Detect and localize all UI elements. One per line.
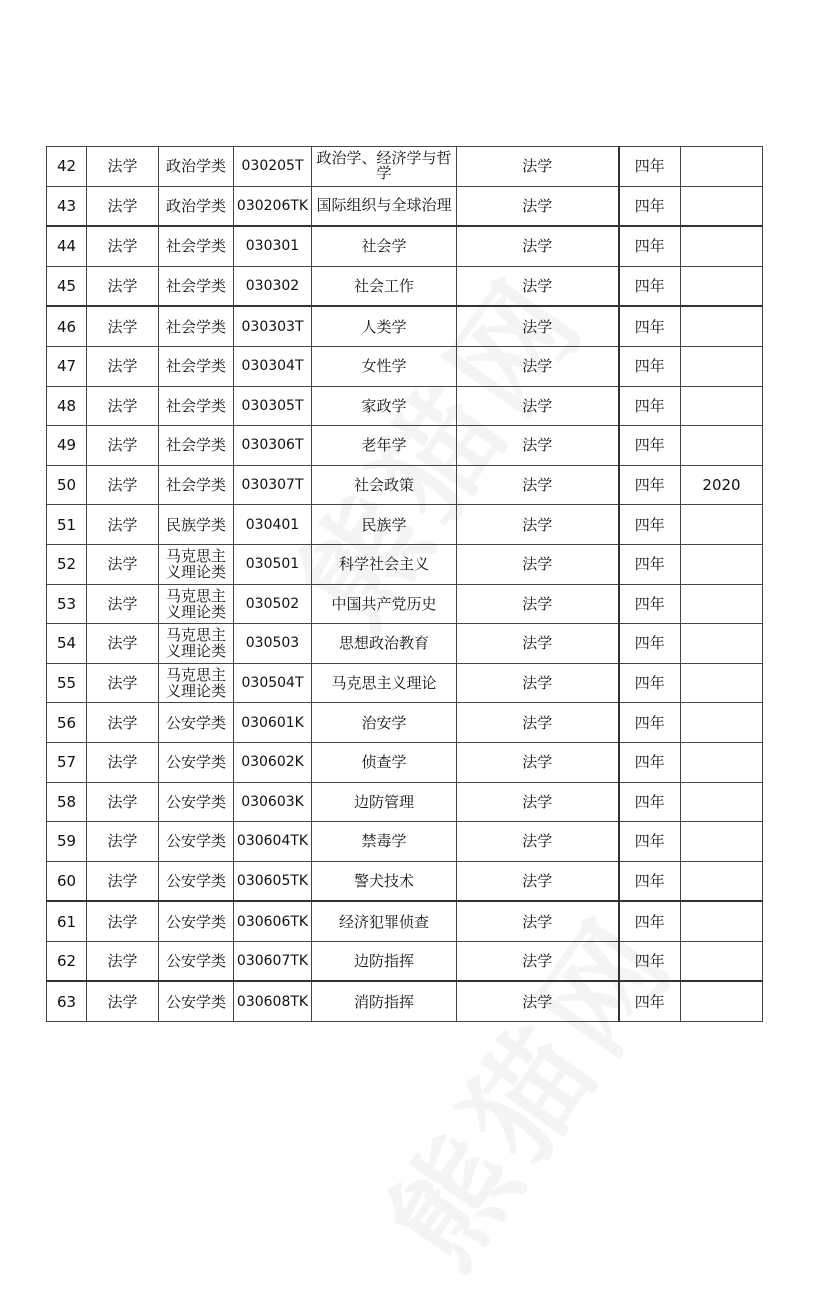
major-code: 030503 [234,624,312,664]
row-number: 57 [47,742,87,782]
major-name: 消防指挥 [312,981,457,1021]
major-class: 社会学类 [159,426,234,466]
discipline-category: 法学 [87,346,159,386]
row-number: 62 [47,941,87,981]
major-code: 030301 [234,226,312,266]
study-duration: 四年 [619,266,681,306]
added-year [681,346,763,386]
major-class: 马克思主义理论类 [159,584,234,624]
degree-type: 法学 [457,544,619,584]
major-class: 公安学类 [159,901,234,941]
table-row [47,861,763,901]
row-number: 60 [47,861,87,901]
degree-type: 法学 [457,861,619,901]
degree-type: 法学 [457,266,619,306]
study-duration: 四年 [619,981,681,1021]
major-class: 公安学类 [159,941,234,981]
major-code: 030502 [234,584,312,624]
table-row [47,584,763,624]
row-number: 47 [47,346,87,386]
row-number: 44 [47,226,87,266]
major-code: 030306T [234,426,312,466]
added-year [681,386,763,426]
row-number: 42 [47,147,87,187]
discipline-category: 法学 [87,226,159,266]
major-code: 030605TK [234,861,312,901]
row-number: 43 [47,186,87,226]
study-duration: 四年 [619,624,681,664]
discipline-category: 法学 [87,147,159,187]
added-year [681,544,763,584]
discipline-category: 法学 [87,782,159,822]
major-class: 社会学类 [159,386,234,426]
row-number: 52 [47,544,87,584]
major-code: 030608TK [234,981,312,1021]
discipline-category: 法学 [87,465,159,505]
major-name: 社会政策 [312,465,457,505]
major-name: 民族学 [312,505,457,545]
major-code: 030504T [234,663,312,703]
major-code: 030602K [234,742,312,782]
added-year [681,426,763,466]
major-name: 侦查学 [312,742,457,782]
major-code: 030305T [234,386,312,426]
row-number: 59 [47,822,87,862]
degree-type: 法学 [457,822,619,862]
added-year [681,266,763,306]
major-class: 马克思主义理论类 [159,544,234,584]
major-code: 030205T [234,147,312,187]
study-duration: 四年 [619,861,681,901]
degree-type: 法学 [457,306,619,346]
major-code: 030307T [234,465,312,505]
added-year [681,306,763,346]
table-row [47,544,763,584]
major-class: 公安学类 [159,981,234,1021]
row-number: 53 [47,584,87,624]
degree-type: 法学 [457,901,619,941]
degree-type: 法学 [457,941,619,981]
discipline-category: 法学 [87,624,159,664]
row-number: 61 [47,901,87,941]
study-duration: 四年 [619,584,681,624]
study-duration: 四年 [619,346,681,386]
discipline-category: 法学 [87,861,159,901]
study-duration: 四年 [619,544,681,584]
degree-type: 法学 [457,663,619,703]
major-class: 民族学类 [159,505,234,545]
major-code: 030304T [234,346,312,386]
study-duration: 四年 [619,663,681,703]
discipline-category: 法学 [87,584,159,624]
major-code: 030603K [234,782,312,822]
discipline-category: 法学 [87,981,159,1021]
added-year [681,584,763,624]
row-number: 55 [47,663,87,703]
study-duration: 四年 [619,822,681,862]
discipline-category: 法学 [87,426,159,466]
major-code: 030302 [234,266,312,306]
major-code: 030303T [234,306,312,346]
major-code: 030501 [234,544,312,584]
major-code: 030607TK [234,941,312,981]
added-year [681,703,763,743]
major-name: 人类学 [312,306,457,346]
table-row [47,663,763,703]
study-duration: 四年 [619,226,681,266]
major-class: 社会学类 [159,226,234,266]
degree-type: 法学 [457,465,619,505]
row-number: 46 [47,306,87,346]
discipline-category: 法学 [87,266,159,306]
study-duration: 四年 [619,505,681,545]
major-class: 马克思主义理论类 [159,663,234,703]
major-class: 社会学类 [159,306,234,346]
table-row [47,822,763,862]
degree-type: 法学 [457,742,619,782]
major-class: 公安学类 [159,822,234,862]
discipline-category: 法学 [87,901,159,941]
row-number: 63 [47,981,87,1021]
table-row [47,782,763,822]
major-code: 030206TK [234,186,312,226]
major-name: 禁毒学 [312,822,457,862]
discipline-category: 法学 [87,544,159,584]
table-row [47,186,763,226]
discipline-category: 法学 [87,941,159,981]
row-number: 50 [47,465,87,505]
added-year [681,901,763,941]
degree-type: 法学 [457,584,619,624]
table-row [47,386,763,426]
table-row [47,465,763,505]
row-number: 51 [47,505,87,545]
table-row [47,981,763,1021]
major-name: 国际组织与全球治理 [312,186,457,226]
major-code: 030401 [234,505,312,545]
discipline-category: 法学 [87,306,159,346]
study-duration: 四年 [619,386,681,426]
study-duration: 四年 [619,147,681,187]
added-year [681,861,763,901]
added-year [681,981,763,1021]
major-class: 公安学类 [159,742,234,782]
major-name: 社会工作 [312,266,457,306]
table-row [47,266,763,306]
degree-type: 法学 [457,147,619,187]
majors-table [46,146,763,1022]
discipline-category: 法学 [87,703,159,743]
row-number: 45 [47,266,87,306]
major-class: 马克思主义理论类 [159,624,234,664]
table-row [47,742,763,782]
added-year [681,505,763,545]
row-number: 54 [47,624,87,664]
discipline-category: 法学 [87,663,159,703]
added-year [681,186,763,226]
degree-type: 法学 [457,386,619,426]
added-year: 2020 [681,465,763,505]
major-class: 公安学类 [159,703,234,743]
major-name: 中国共产党历史 [312,584,457,624]
degree-type: 法学 [457,703,619,743]
major-name: 治安学 [312,703,457,743]
degree-type: 法学 [457,186,619,226]
major-name: 政治学、经济学与哲学 [312,147,457,187]
major-class: 政治学类 [159,186,234,226]
row-number: 48 [47,386,87,426]
study-duration: 四年 [619,941,681,981]
major-class: 公安学类 [159,782,234,822]
major-name: 马克思主义理论 [312,663,457,703]
table-row [47,306,763,346]
table-row [47,901,763,941]
degree-type: 法学 [457,624,619,664]
study-duration: 四年 [619,306,681,346]
table-row [47,703,763,743]
major-name: 思想政治教育 [312,624,457,664]
added-year [681,822,763,862]
discipline-category: 法学 [87,186,159,226]
major-name: 老年学 [312,426,457,466]
major-name: 经济犯罪侦查 [312,901,457,941]
discipline-category: 法学 [87,742,159,782]
study-duration: 四年 [619,426,681,466]
major-code: 030601K [234,703,312,743]
row-number: 49 [47,426,87,466]
discipline-category: 法学 [87,386,159,426]
major-name: 女性学 [312,346,457,386]
discipline-category: 法学 [87,822,159,862]
major-class: 政治学类 [159,147,234,187]
major-name: 家政学 [312,386,457,426]
added-year [681,663,763,703]
major-name: 社会学 [312,226,457,266]
discipline-category: 法学 [87,505,159,545]
added-year [681,624,763,664]
degree-type: 法学 [457,426,619,466]
major-name: 科学社会主义 [312,544,457,584]
major-class: 社会学类 [159,266,234,306]
study-duration: 四年 [619,465,681,505]
row-number: 56 [47,703,87,743]
study-duration: 四年 [619,186,681,226]
major-code: 030604TK [234,822,312,862]
study-duration: 四年 [619,742,681,782]
study-duration: 四年 [619,703,681,743]
added-year [681,782,763,822]
added-year [681,226,763,266]
row-number: 58 [47,782,87,822]
added-year [681,147,763,187]
degree-type: 法学 [457,346,619,386]
degree-type: 法学 [457,782,619,822]
major-class: 社会学类 [159,465,234,505]
table-row [47,346,763,386]
study-duration: 四年 [619,901,681,941]
table-row [47,505,763,545]
table-row [47,147,763,187]
major-code: 030606TK [234,901,312,941]
table-row [47,941,763,981]
degree-type: 法学 [457,505,619,545]
majors-table-body [47,147,763,1022]
major-name: 边防指挥 [312,941,457,981]
degree-type: 法学 [457,981,619,1021]
table-row [47,226,763,266]
major-name: 警犬技术 [312,861,457,901]
study-duration: 四年 [619,782,681,822]
degree-type: 法学 [457,226,619,266]
major-class: 公安学类 [159,861,234,901]
major-class: 社会学类 [159,346,234,386]
major-name: 边防管理 [312,782,457,822]
added-year [681,742,763,782]
table-row [47,426,763,466]
added-year [681,941,763,981]
table-row [47,624,763,664]
